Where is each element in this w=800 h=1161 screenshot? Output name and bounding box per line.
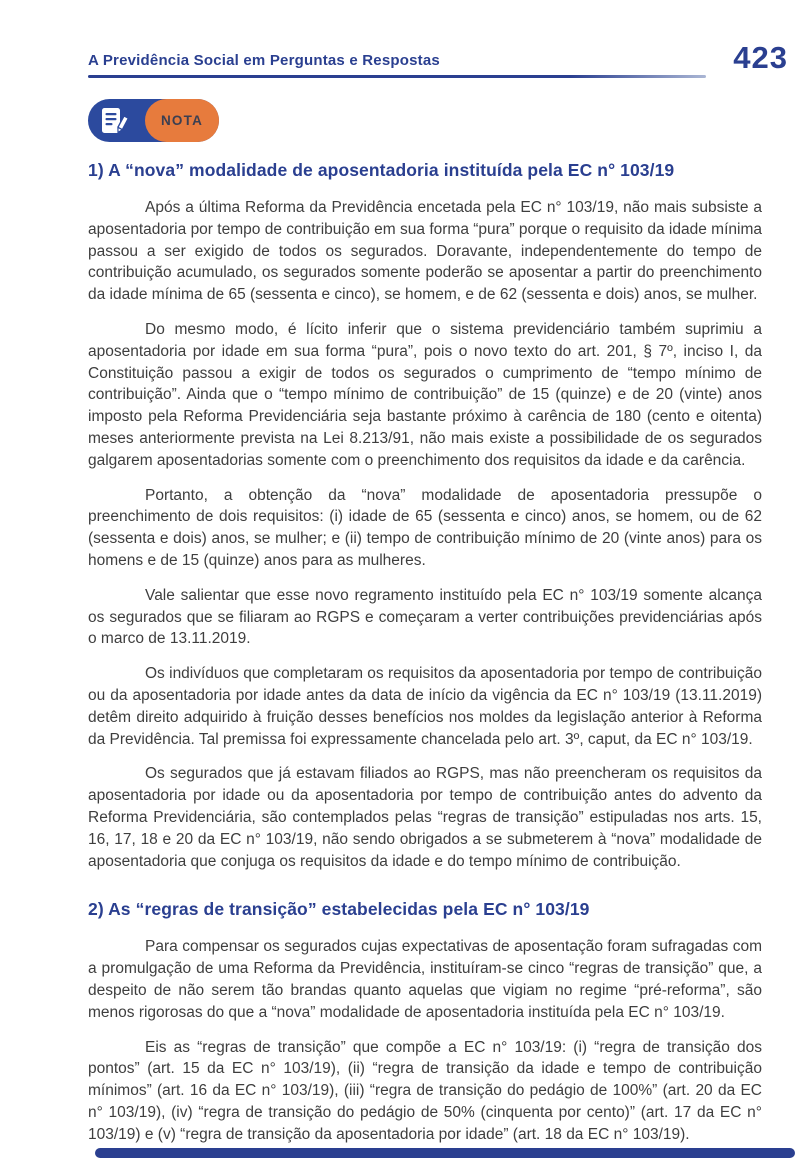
page-number: 423 [733,40,788,75]
paragraph: Os segurados que já estavam filiados ao RGPS, mas não preencheram os requisitos da aposentadoria por idade ou da aposentadoria por tempo de contribuição antes do advento da Reforma Previdenciária, são contemplados pelas “regras de transição” estipuladas nos arts. 15, 16, 17, 18 e 20 da EC n° 103/19, não sendo obrigados a se submeterem à “nova” modalidade de aposentadoria que conjuga os requisitos da idade e do tempo mínimo de contribuição. [88,765,762,870]
nota-badge [88,99,219,142]
page-content [88,160,762,1158]
note-document-pencil-icon [101,107,131,140]
paragraph: Vale salientar que esse novo regramento instituído pela EC n° 103/19 somente alcança os segurados que se filiaram ao RGPS e começaram a verter contribuições previdenciárias após o marco de 13.11.2019. [88,586,762,648]
paragraph: Os indivíduos que completaram os requisitos da aposentadoria por tempo de contribuição ou da aposentadoria por idade antes da data de início da vigência da EC n° 103/19 (13.11.2019) detêm direito adquirido à fruição desses benefícios nos moldes da legislação anterior à Reforma da Previdência. Tal premissa foi expressamente chancelada pelo art. 3º, caput, da EC n° 103/19. [88,665,762,748]
paragraph: Para compensar os segurados cujas expectativas de aposentação foram sufragadas com a promulgação de uma Reforma da Previdência, instituíram-se cinco “regras de transição” que, a despeito de não serem tão brandas quanto aquelas que vigiam no regime “pré-reforma”, são menos rigorosas do que a “nova” modalidade de aposentadoria instituída pela EC n° 103/19. [88,938,762,1021]
paragraph: Do mesmo modo, é lícito inferir que o sistema previdenciário também suprimiu a aposentadoria por idade em sua forma “pura”, pois o novo texto do art. 201, § 7º, inciso I, da Constituição passou a exigir de todos os segurados o cumprimento de “tempo mínimo de contribuição”. Ainda que o “tempo mínimo de contribuição” de 15 (quinze) e de 20 (vinte) anos imposto pela Reforma Previdenciária seja bastante próximo à carência de 180 (cento e oitenta) meses anteriormente prevista na Lei 8.213/91, não mais existe a possibilidade de os segurados galgarem aposentadorias somente com o preenchimento dos requisitos da idade e da carência. [88,320,762,469]
section-1-heading: 1) A “nova” modalidade de aposentadoria instituída pela EC n° 103/19 [88,160,675,180]
nota-badge-label: NOTA [160,113,204,128]
footer-bar [95,1148,795,1158]
header-rule [88,75,706,78]
paragraph: Portanto, a obtenção da “nova” modalidade de aposentadoria pressupõe o preenchimento de dois requisitos: (i) idade de 65 (sessenta e cinco) anos, se homem, ou de 62 (sessenta e dois) anos, se mulher; e (ii) tempo de contribuição mínimo de 20 (vinte anos) para os homens e de 15 (quinze) anos para as mulheres. [88,486,762,569]
paragraph: Eis as “regras de transição” que compõe a EC n° 103/19: (i) “regra de transição dos pontos” (art. 15 da EC n° 103/19), (ii) “regra de transição da idade e tempo de contribuição mínimos” (art. 16 da EC n° 103/19), (iii) “regra de transição do pedágio de 100%” (art. 20 da EC n° 103/19), (iv) “regra de transição do pedágio de 50% (cinquenta por cento)” (art. 17 da EC n° 103/19) e (v) “regra de transição da aposentadoria por idade” (art. 18 da EC n° 103/19). [88,1038,762,1143]
paragraph: Após a última Reforma da Previdência encetada pela EC n° 103/19, não mais subsiste a aposentadoria por tempo de contribuição em sua forma “pura” porque o requisito da idade mínima passou a ser exigido de todos os segurados. Doravante, independentemente do tempo de contribuição acumulado, os segurados somente poderão se aposentar a partir do preenchimento da idade mínima de 65 (sessenta e cinco), se homem, e de 62 (sessenta e dois) anos, se mulher. [88,199,762,304]
book-title: A Previdência Social em Perguntas e Respostas [88,52,440,69]
nota-badge-orange-pill [145,99,219,142]
section-2-heading: 2) As “regras de transição” estabelecidas pela EC n° 103/19 [88,899,590,920]
